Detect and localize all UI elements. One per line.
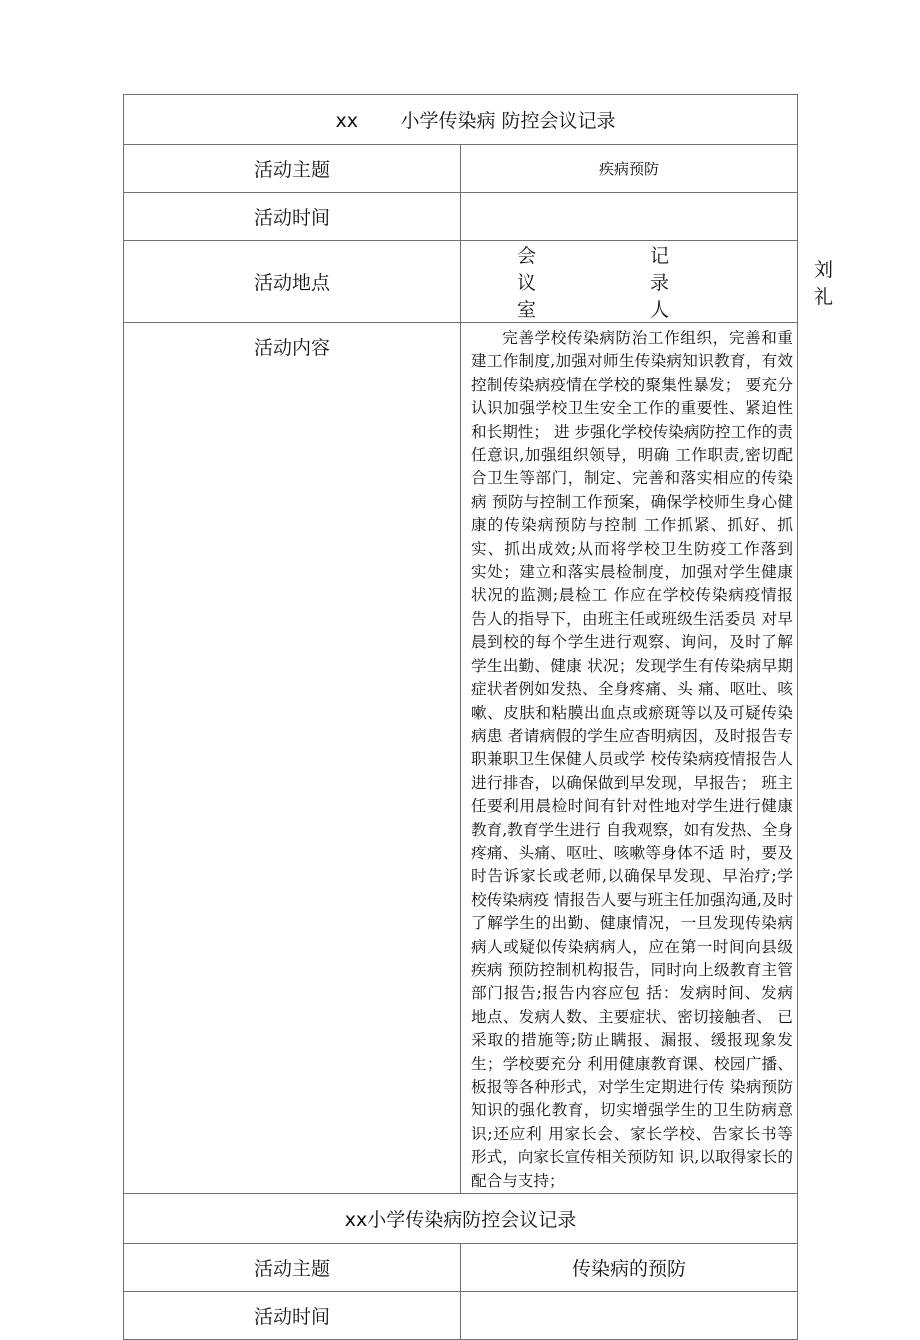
content-text: 完善学校传染病防治工作组织，完善和重建工作制度,加强对师生传染病知识教育，有效控制传染病疫情在学校的聚集性暴发； 要充分认识加强学校卫生安全工作的重要性、紧迫性和长期性； 进 步强化学校传染病防控工作的责任意识,加强组织领导，明确 工作职责,密切配合卫生等部门，制定、完善和落实相应的传染病 预防与控制工作预案，确保学校师生身心健康的传染病预防与控制 工作抓紧、抓好、抓实、抓出成效;从而将学校卫生防疫工作落到 实处；建立和落实晨检制度，加强对学生健康状况的监测;晨检工 作应在学校传染病疫情报告人的指导下，由班主任或班级生活委员 对早晨到校的每个学生进行观察、询问，及时了解学生出勤、健康 状况；发现学生有传染病早期症状者例如发热、全身疼痛、头 痛、呕吐、咳嗽、皮肤和粘膜出血点或瘀斑等以及可疑传染病患 者请病假的学生应杳明病因，及时报告专职兼职卫生保健人员或学 校传染病疫情报告人进行排杳，以确保做到早发现，早报告； 班主 任要利用晨检时间有针对性地对学生进行健康教育,教育学生进行 自我观察，如有发热、全身疼痛、头痛、呕吐、咳嗽等身体不适 时，要及时告诉家长或老师,以确保早发现、早治疗;学校传染病疫 情报告人要与班主任加强沟通,及时了解学生的出勤、健康情况，一旦发现传染病病人或疑似传染病病人，应在第一时间向县级疾病 预防控制机构报告，同时向上级教育主管部门报告;报告内容应包 括：发病时间、发病地点、发病人数、主要症状、密切接触者、 已采取的措施等;防止瞒报、漏报、缓报现象发生；学校要充分 利用健康教育课、校园广播、板报等各种形式，对学生定期进行传 染病预防知识的强化教育，切实增强学生的卫生防病意识;还应利 用家长会、家长学校、告家长书等形式，向家长宣传相关预防知 识,以取得家长的配合与支持； [471, 329, 793, 1190]
record2-title: xx小学传染病防控会议记录 [124, 1194, 798, 1244]
time-label: 活动时间 [124, 193, 461, 241]
time-value [461, 193, 798, 241]
recorder-label: 记录人 [650, 245, 670, 321]
record2-time-label: 活动时间 [124, 1292, 461, 1340]
content-cell [461, 323, 798, 1194]
recorder-value: 刘礼 [814, 258, 834, 308]
meeting-record-table [123, 94, 834, 1340]
record2-topic-value: 传染病的预防 [461, 1244, 798, 1292]
record2-time-value [461, 1292, 798, 1340]
record2-topic-label: 活动主题 [124, 1244, 461, 1292]
record-title-text: 小学传染病 防控会议记录 [400, 110, 616, 132]
place-recorder-cell [461, 241, 834, 323]
place-label: 活动地点 [124, 241, 461, 323]
record-title [124, 95, 798, 145]
content-label: 活动内容 [124, 323, 461, 1194]
record-title-prefix: xx [335, 110, 358, 132]
topic-label: 活动主题 [124, 145, 461, 193]
place-value: 会议室 [517, 245, 537, 321]
topic-value: 疾病预防 [461, 145, 798, 193]
